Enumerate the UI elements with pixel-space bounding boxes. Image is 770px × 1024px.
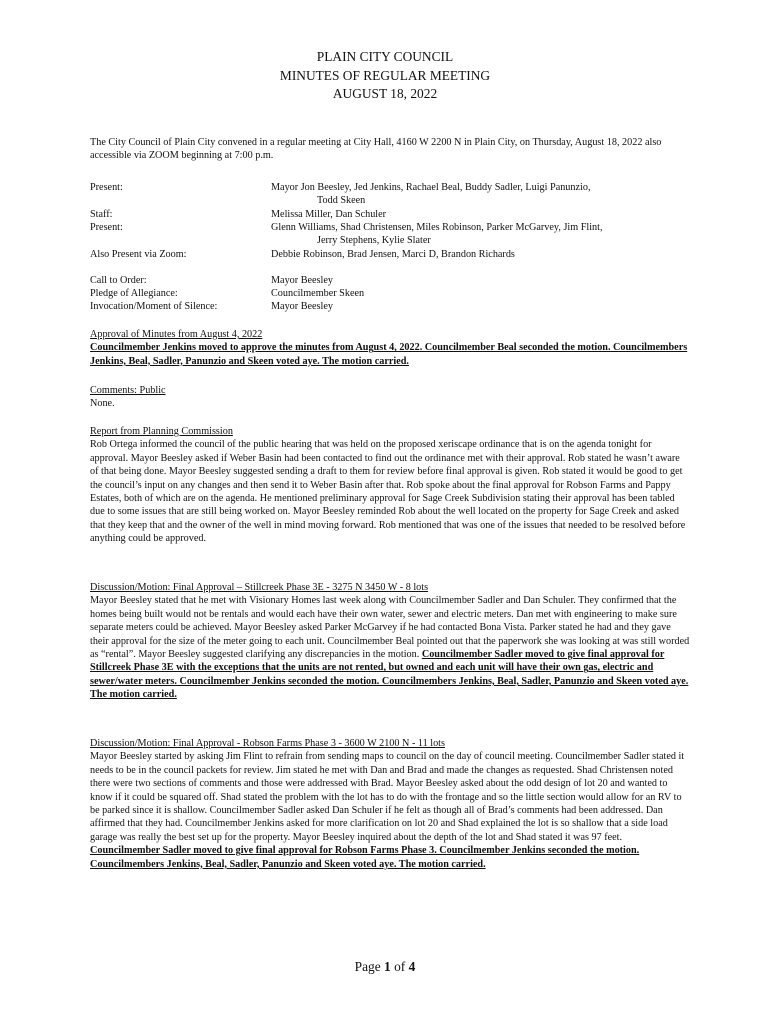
present2-label: Present: <box>90 222 123 233</box>
present2-names-cont: Jerry Stephens, Kylie Slater <box>317 235 431 247</box>
comments-section <box>90 384 690 411</box>
comments-body: None. <box>90 398 115 410</box>
comments-heading: Comments: Public <box>90 385 166 396</box>
present-names-cont: Todd Skeen <box>317 195 366 207</box>
call-value: Mayor Beesley <box>271 275 333 286</box>
invocation-label: Invocation/Moment of Silence: <box>90 301 218 312</box>
staff-label: Staff: <box>90 209 113 220</box>
title-line-date: AUGUST 18, 2022 <box>332 86 438 101</box>
of-word: of <box>394 959 406 974</box>
robson-heading: Discussion/Motion: Final Approval - Robson Farms Phase 3 - 3600 W 2100 N - 11 lots <box>90 738 445 749</box>
planning-body: Rob Ortega informed the council of the public hearing that was held on the proposed xeriscape ordinance that is on the agenda tonight for approval. Mayor Beesley asked if Weber Basin had been contacted to find out the ordinance met with their approval. Rob stated he wasn’t aware of that being done. Mayor Beesley suggested sending a draft to them for review before final approval is given. Rob stated it would be good to get the council’s input on any changes and then send it to Weber Basin after that. Rob spoke about the final approval for Robson Farms and Pappy Estates, both of which are on the agenda. He mentioned preliminary approval for Sage Creek Subdivision stating their approval has been tabled due to some issues that are still being worked on. Mayor Beesley reminded Rob about the well located on the property for Sage Creek and asked that they keep that and the owner of the well in mind moving forward. Rob mentioned that was one of the issues that needed to be resolved before anything could be approved. <box>90 439 686 545</box>
robson-body: Mayor Beesley started by asking Jim Flint to refrain from sending maps to council on the day of council meeting. Councilmember Sadler stated it needs to be in the council packets for review. Jim stated he met with Dan and Brad and made the changes as requested. Shad Christensen noted there were two sections of comments and those were addressed with Brad. Mayor Beesley asked about the odd design of lot 20 and wanted to know if it could be squared off. Shad stated the problem with the lot has to do with the frontage and so the little section would allow for an RV to be parked since it is shallow. Councilmember Sadler asked Dan Schuler if he felt as though all of Brad’s comments had been addressed. Dan affirmed that they had. Councilmember Jenkins asked for more clarification on lot 20 and Shad explained the lot is so shallow that a side load garage was really the best set up for the property. Mayor Beesley inquired about the depth of the lot and Shad stated it was 97 feet. <box>90 751 685 843</box>
present2-value <box>271 221 691 248</box>
minutes-heading: Approval of Minutes from August 4, 2022 <box>90 329 263 340</box>
stillcreek-motion: Councilmember Sadler moved to give final approval for Stillcreek Phase 3E with the exceptions that the units are not rented, but owned and each unit will have their own gas, electric and sewer/water meters. Councilmember Jenkins seconded the motion. Councilmembers Jenkins, Beal, Sadler, Panunzio and Skeen voted aye. The motion carried. <box>90 649 689 701</box>
robson-paragraph <box>90 750 690 871</box>
zoom-label: Also Present via Zoom: <box>90 249 187 260</box>
document-title <box>0 48 770 104</box>
page-total: 4 <box>408 959 416 974</box>
present2-names: Glenn Williams, Shad Christensen, Miles Robinson, Parker McGarvey, Jim Flint, <box>271 222 603 233</box>
present-names: Mayor Jon Beesley, Jed Jenkins, Rachael Beal, Buddy Sadler, Luigi Panunzio, <box>271 182 591 193</box>
intro-paragraph: The City Council of Plain City convened in a regular meeting at City Hall, 4160 W 2200 N in Plain City, on Thursday, August 18, 2022 also accessible via ZOOM beginning at 7:00 p.m. <box>90 137 662 162</box>
pledge-label: Pledge of Allegiance: <box>90 288 178 299</box>
page-footer <box>0 960 770 973</box>
pledge-value: Councilmember Skeen <box>271 288 365 299</box>
invocation-value: Mayor Beesley <box>271 301 333 312</box>
page-number: 1 <box>384 959 391 974</box>
present-value <box>271 181 691 208</box>
page-word: Page <box>354 959 381 974</box>
robson-motion: Councilmember Sadler moved to give final approval for Robson Farms Phase 3. Councilmember Jenkins seconded the motion. Councilmembers Jenkins, Beal, Sadler, Panunzio and Skeen voted aye. The motion carried. <box>90 845 640 870</box>
present-label: Present: <box>90 182 123 193</box>
minutes-section <box>90 328 690 368</box>
stillcreek-heading: Discussion/Motion: Final Approval – Stillcreek Phase 3E - 3275 N 3450 W - 8 lots <box>90 582 429 593</box>
robson-section <box>90 737 690 871</box>
planning-section <box>90 425 690 546</box>
stillcreek-paragraph <box>90 594 690 701</box>
stillcreek-section <box>90 581 690 702</box>
zoom-value: Debbie Robinson, Brad Jensen, Marci D, Brandon Richards <box>271 249 515 260</box>
planning-heading: Report from Planning Commission <box>90 426 233 437</box>
stillcreek-body: Mayor Beesley stated that he met with Visionary Homes last week along with Councilmember Sadler and Dan Schuler. They confirmed that the homes being built would not be rentals and would each have their own water, sewer and electric meters. Dan met with engineering to make sure separate meters could be achieved. Mayor Beesley asked Parker McGarvey if he had contacted Bona Vista. Parker stated he had and they gave their approval for the size of the meter going to each unit. Councilmember Beal pointed out that the paperwork she was looking at was still worded as “rental”. Mayor Beesley suggested clarifying any discrepancies in the motion. <box>90 595 690 661</box>
title-line-minutes: MINUTES OF REGULAR MEETING <box>279 67 491 83</box>
title-line-council: PLAIN CITY COUNCIL <box>316 49 454 64</box>
staff-value: Melissa Miller, Dan Schuler <box>271 209 387 220</box>
call-label: Call to Order: <box>90 275 147 286</box>
minutes-motion: Councilmember Jenkins moved to approve the minutes from August 4, 2022. Councilmember Beal seconded the motion. Councilmembers Jenkins, Beal, Sadler, Panunzio and Skeen voted aye. The motion carried. <box>90 342 688 367</box>
